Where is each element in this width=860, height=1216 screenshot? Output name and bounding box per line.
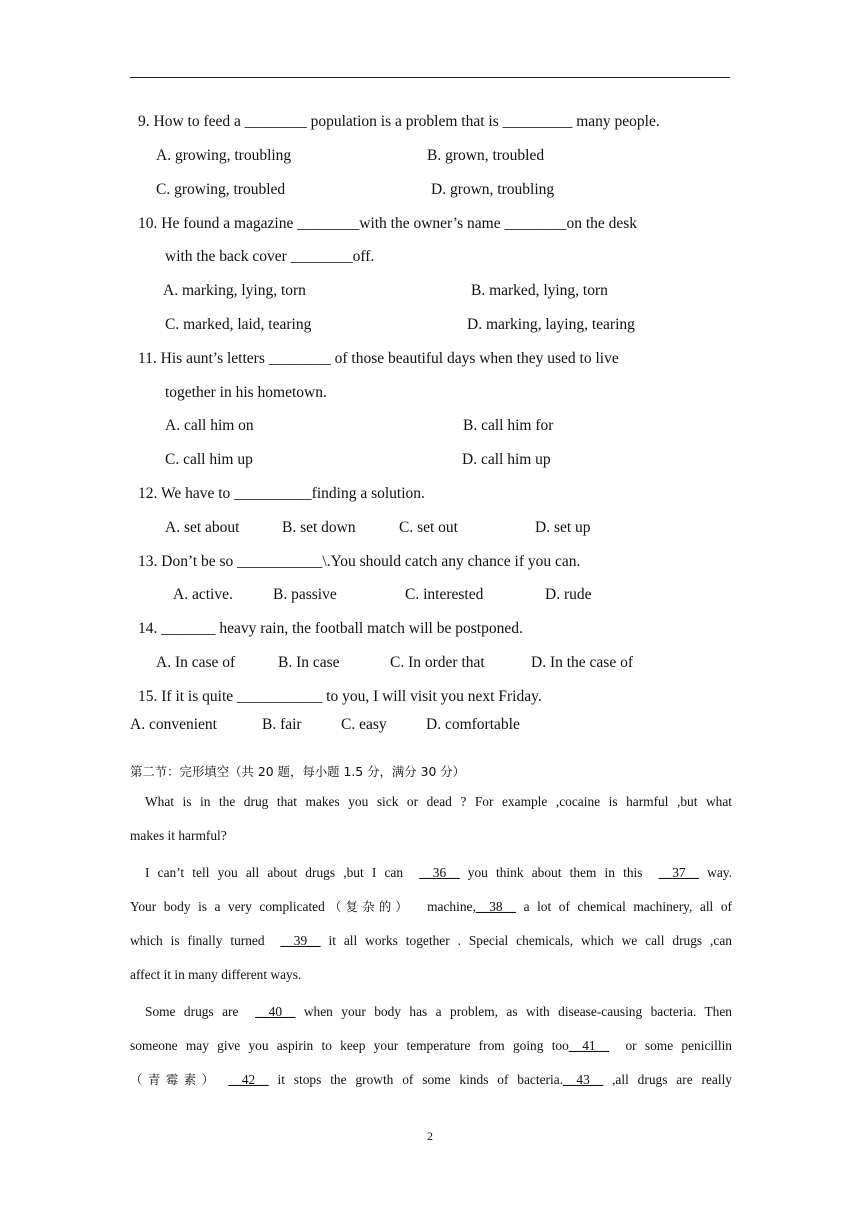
- passage-p1-line2: makes it harmful?: [130, 828, 227, 843]
- question-14-stem: 14. _______ heavy rain, the football match will be postponed.: [138, 620, 523, 637]
- question-15-option-c: C. easy: [341, 716, 387, 733]
- question-14-option-b: B. In case: [278, 654, 340, 671]
- question-13-option-c: C. interested: [405, 586, 484, 603]
- question-9-option-d: D. grown, troubling: [431, 181, 555, 198]
- question-10-option-a: A. marking, lying, torn: [163, 282, 306, 299]
- question-9-stem: 9. How to feed a ________ population is a problem that is _________ many people.: [138, 113, 660, 130]
- question-15-option-a: A. convenient: [130, 716, 217, 733]
- question-11-option-c: C. call him up: [165, 451, 253, 468]
- passage-p2-line1: I can’t tell you all about drugs ,but I can __36__ you think about them in this __37__ way.: [145, 865, 732, 880]
- question-13-option-a: A. active.: [173, 586, 233, 603]
- question-12-option-b: B. set down: [282, 519, 356, 536]
- passage-p3-line3: （青霉素） __42__ it stops the growth of some kinds of bacteria.__43__ ,all drugs are really: [130, 1072, 732, 1087]
- question-14-option-a: A. In case of: [156, 654, 236, 671]
- question-11-option-d: D. call him up: [462, 451, 551, 468]
- blank-36: __36__: [419, 865, 460, 880]
- question-12-option-d: D. set up: [535, 519, 591, 536]
- header-rule: [130, 77, 730, 78]
- question-9-option-b: B. grown, troubled: [427, 147, 545, 164]
- question-13-stem: 13. Don’t be so ___________\.You should catch any chance if you can.: [138, 553, 581, 570]
- blank-39: __39__: [280, 933, 321, 948]
- question-12-option-c: C. set out: [399, 519, 458, 536]
- question-12-stem: 12. We have to __________finding a solution.: [138, 485, 425, 502]
- blank-38: __38__: [475, 899, 517, 914]
- question-10-stem: 10. He found a magazine ________with the owner’s name ________on the desk: [138, 215, 638, 232]
- question-10-stem-continued: with the back cover ________off.: [165, 248, 375, 265]
- question-9-option-c: C. growing, troubled: [156, 181, 286, 198]
- question-13-option-d: D. rude: [545, 586, 592, 603]
- question-15-stem: 15. If it is quite ___________ to you, I will visit you next Friday.: [138, 688, 542, 705]
- passage-p1-line1: What is in the drug that makes you sick or dead ? For example ,cocaine is harmful ,but what: [145, 794, 732, 809]
- blank-41: __41__: [568, 1038, 609, 1053]
- question-15-option-b: B. fair: [262, 716, 302, 733]
- passage-p2-line4: affect it in many different ways.: [130, 967, 302, 982]
- question-14-option-c: C. In order that: [390, 654, 485, 671]
- passage-p2-line2: Your body is a very complicated（复杂的） machine,__38__ a lot of chemical machinery, all of: [130, 899, 732, 914]
- question-11-stem-continued: together in his hometown.: [165, 384, 327, 401]
- question-11-option-a: A. call him on: [165, 417, 254, 434]
- passage-p2-line3: which is finally turned __39__ it all works together . Special chemicals, which we call drugs ,can: [130, 933, 732, 948]
- passage-p3-line1: Some drugs are __40__ when your body has a problem, as with disease-causing bacteria. Then: [145, 1004, 732, 1019]
- question-11-option-b: B. call him for: [463, 417, 554, 434]
- question-9-option-a: A. growing, troubling: [156, 147, 292, 164]
- question-12-option-a: A. set about: [165, 519, 240, 536]
- question-10-option-d: D. marking, laying, tearing: [467, 316, 635, 333]
- question-13-option-b: B. passive: [273, 586, 337, 603]
- blank-42: __42__: [228, 1072, 269, 1087]
- question-10-option-c: C. marked, laid, tearing: [165, 316, 312, 333]
- blank-37: __37__: [658, 865, 699, 880]
- blank-43: __43__: [563, 1072, 604, 1087]
- section-heading: 第二节：完形填空（共 20 题，每小题 1.5 分，满分 30 分）: [130, 764, 466, 779]
- page-number: 2: [427, 1129, 433, 1143]
- passage-p3-line2: someone may give you aspirin to keep your temperature from going too__41__ or some penicillin: [130, 1038, 732, 1053]
- question-10-option-b: B. marked, lying, torn: [471, 282, 608, 299]
- blank-40: __40__: [255, 1004, 296, 1019]
- question-11-stem: 11. His aunt’s letters ________ of those beautiful days when they used to live: [138, 350, 619, 367]
- question-15-option-d: D. comfortable: [426, 716, 520, 733]
- question-14-option-d: D. In the case of: [531, 654, 633, 671]
